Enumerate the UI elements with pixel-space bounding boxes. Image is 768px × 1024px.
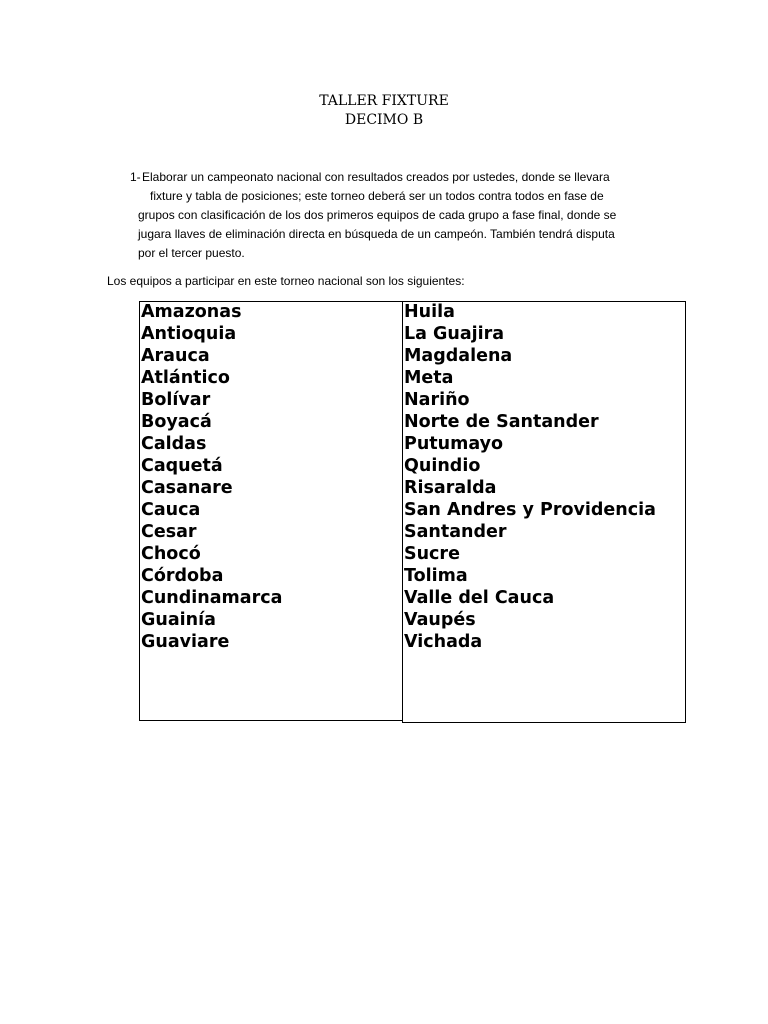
team-item: Caquetá	[141, 456, 223, 476]
instruction-line: Elaborar un campeonato nacional con resultados creados por ustedes, donde se llevara	[142, 170, 610, 184]
team-item: Magdalena	[404, 346, 513, 366]
team-item: Antioquia	[141, 324, 237, 344]
team-item: Nariño	[404, 390, 470, 410]
team-item: Meta	[404, 368, 454, 388]
team-item: Boyacá	[141, 412, 212, 432]
team-item: Huila	[404, 302, 455, 322]
team-item: Santander	[404, 522, 507, 542]
team-item: Putumayo	[404, 434, 504, 454]
instruction-line: jugara llaves de eliminación directa en búsqueda de un campeón. También tendrá disputa	[138, 227, 615, 241]
intro-text: Los equipos a participar en este torneo nacional son los siguientes:	[107, 274, 465, 288]
team-item: Risaralda	[404, 478, 497, 498]
team-item: Guainía	[141, 610, 216, 630]
team-item: Guaviare	[141, 632, 230, 652]
team-item: Cundinamarca	[141, 588, 283, 608]
instruction-line: grupos con clasificación de los dos primeros equipos de cada grupo a fase final, donde se	[138, 208, 617, 222]
team-item: Caldas	[141, 434, 207, 454]
teams-list-right	[404, 301, 656, 653]
team-item: San Andres y Providencia	[404, 500, 656, 520]
team-item: Cesar	[141, 522, 197, 542]
team-item: Amazonas	[141, 302, 242, 322]
team-item: Cauca	[141, 500, 201, 520]
team-item: Chocó	[141, 544, 201, 564]
team-item: Córdoba	[141, 566, 224, 586]
team-item: Casanare	[141, 478, 233, 498]
team-item: Norte de Santander	[404, 412, 599, 432]
team-item: La Guajira	[404, 324, 505, 344]
instruction-line: por el tercer puesto.	[138, 246, 245, 260]
instruction-line: fixture y tabla de posiciones; este torneo deberá ser un todos contra todos en fase de	[150, 189, 604, 203]
document-subtitle: DECIMO B	[344, 112, 424, 128]
team-item: Vaupés	[404, 610, 476, 630]
document-title: TALLER FIXTURE	[319, 93, 449, 109]
instruction-item	[130, 168, 670, 263]
team-item: Sucre	[404, 544, 460, 564]
instruction-number: 1-	[130, 170, 141, 184]
team-item: Arauca	[141, 346, 210, 366]
team-item: Valle del Cauca	[404, 588, 555, 608]
team-item: Bolívar	[141, 390, 211, 410]
team-item: Atlántico	[141, 368, 230, 388]
teams-list-left	[141, 301, 282, 653]
team-item: Tolima	[404, 566, 468, 586]
team-item: Vichada	[404, 632, 483, 652]
team-item: Quindio	[404, 456, 481, 476]
